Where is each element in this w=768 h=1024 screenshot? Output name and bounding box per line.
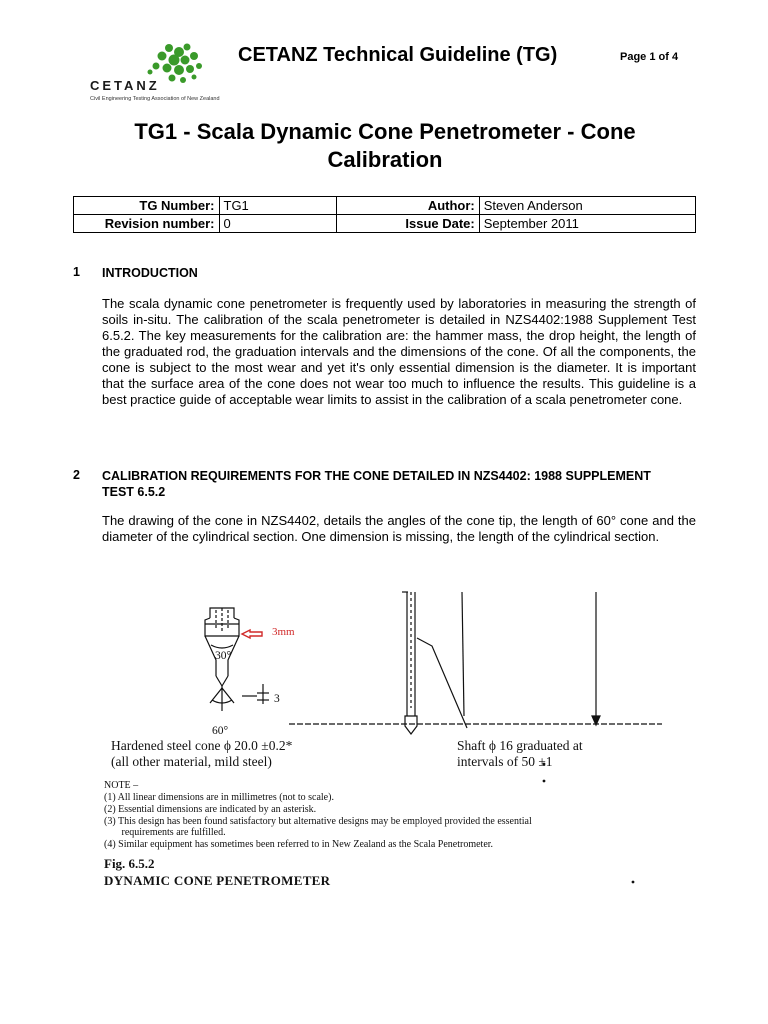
angle-60-label: 60° bbox=[212, 725, 229, 737]
angle-30-label: 30° bbox=[215, 650, 232, 662]
section-2-heading: CALIBRATION REQUIREMENTS FOR THE CONE DETAILED IN NZS4402: 1988 SUPPLEMENT TEST 6.5.2 bbox=[102, 469, 651, 499]
shaft-caption: Shaft ϕ 16 graduated at bbox=[457, 738, 583, 753]
issue-date-value: September 2011 bbox=[479, 215, 695, 233]
annotation-arrow-icon bbox=[242, 630, 262, 638]
revision-label: Revision number: bbox=[74, 215, 220, 233]
cone-penetrometer-figure bbox=[92, 588, 668, 898]
logo-wordmark: CETANZ bbox=[90, 78, 160, 93]
issue-date-label: Issue Date: bbox=[337, 215, 479, 233]
document-title: TG1 - Scala Dynamic Cone Penetrometer - Cone Calibration bbox=[134, 119, 636, 172]
revision-value: 0 bbox=[219, 215, 337, 233]
section-2-number: 2 bbox=[73, 468, 80, 482]
figure-note-line: (4) Similar equipment has sometimes been referred to in New Zealand as the Scala Penetrometer. bbox=[104, 839, 494, 850]
figure-name: DYNAMIC CONE PENETROMETER bbox=[104, 873, 331, 888]
author-label: Author: bbox=[337, 197, 479, 215]
tg-number-label: TG Number: bbox=[74, 197, 220, 215]
figure-number: Fig. 6.5.2 bbox=[104, 856, 155, 871]
figure-note-line: (3) This design has been found satisfactory but alternative designs may be employed provided the essential bbox=[104, 816, 532, 827]
figure-note-line: (2) Essential dimensions are indicated by an asterisk. bbox=[104, 804, 317, 815]
document-meta-table bbox=[73, 196, 696, 233]
dimension-3-label: 3 bbox=[274, 693, 280, 705]
meta-row bbox=[74, 197, 696, 215]
cone-caption-material: (all other material, mild steel) bbox=[111, 754, 272, 769]
cone-caption: Hardened steel cone ϕ 20.0 ±0.2* bbox=[111, 738, 293, 753]
section-1-heading: INTRODUCTION bbox=[102, 266, 198, 280]
section-2-body: The drawing of the cone in NZS4402, details the angles of the cone tip, the length of 60° cone and the diameter of the cylindrical section. One dimension is missing, the length of the cylindrical section. bbox=[102, 513, 696, 544]
figure-note-line: NOTE – bbox=[104, 780, 139, 791]
shaft-caption-intervals: intervals of 50 ±1 bbox=[457, 754, 553, 769]
figure-note-line: (1) All linear dimensions are in millimetres (not to scale). bbox=[104, 792, 334, 803]
header-title: CETANZ Technical Guideline (TG) bbox=[238, 44, 558, 66]
section-1-body: The scala dynamic cone penetrometer is frequently used by laboratories in measuring the strength of soils in-situ. The calibration of the scala penetrometer is detailed in NZS4402:1988 Supplement Test 6.5.2. The key measurements for the calibration are: the hammer mass, the drop height, the length of the graduated rod, the graduation intervals and the dimensions of the cone. Of all the components, the cone is subject to the most wear and yet it's only essential dimension is the diameter. It is important that the surface area of the cone does not wear too much to influence the results. This guideline is a best practice guide of acceptable wear limits to assist in the calibration of a scala penetrometer cone. bbox=[102, 296, 696, 407]
meta-row bbox=[74, 215, 696, 233]
tg-number-value: TG1 bbox=[219, 197, 337, 215]
logo-subtitle: Civil Engineering Testing Association of New Zealand bbox=[90, 96, 220, 102]
page-indicator: Page 1 of 4 bbox=[620, 51, 679, 63]
annotation-3mm: 3mm bbox=[272, 626, 295, 638]
figure-note-line: requirements are fulfilled. bbox=[104, 827, 226, 838]
section-1-number: 1 bbox=[73, 265, 80, 279]
author-value: Steven Anderson bbox=[479, 197, 695, 215]
